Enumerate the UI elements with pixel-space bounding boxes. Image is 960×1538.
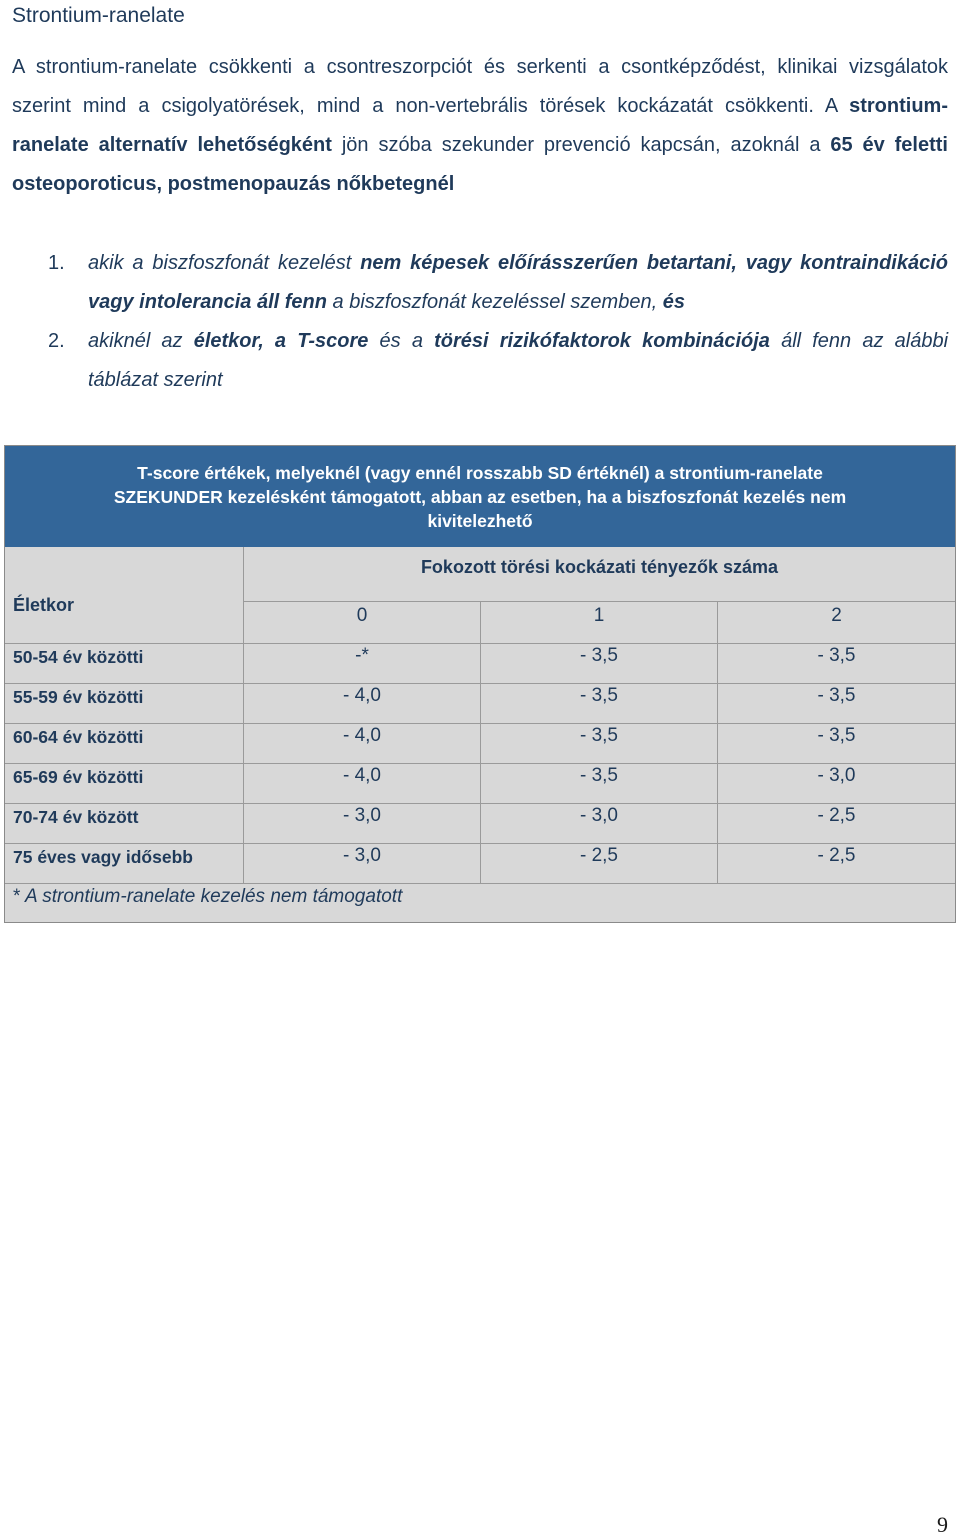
table-cell: - 4,0 (342, 685, 382, 706)
risk-column-0: 0 (356, 605, 368, 626)
table-footnote (13, 886, 402, 908)
table-cell: - 2,5 (817, 805, 856, 826)
criterion-number: 1. (48, 252, 65, 274)
tscore-table (4, 445, 956, 923)
criterion-text-part: akiknél az (88, 330, 194, 352)
table-cell: - 2,5 (579, 845, 619, 866)
table-cell: - 3,0 (579, 805, 619, 826)
table-cell: - 3,5 (579, 685, 619, 706)
footnote-star: * (13, 886, 21, 907)
intro-text-2: jön szóba szekunder prevenció kapcsán, azoknál a (331, 134, 831, 156)
risk-factor-title: Fokozott törési kockázati tényezők száma (420, 557, 779, 577)
table-row-age: 60-64 év közötti (13, 727, 144, 747)
page-number: 9 (937, 1512, 948, 1537)
criterion-1 (48, 244, 948, 322)
table-cell: - 4,0 (342, 765, 382, 786)
table-row-age: 50-54 év közötti (13, 647, 144, 667)
row-divider (5, 883, 955, 884)
table-cell: - 4,0 (342, 725, 382, 746)
table-cell: - 2,5 (817, 845, 856, 866)
intro-bold-2: 65 év feletti osteoporoticus, postmenopauzás nőkbetegnél (12, 134, 948, 195)
table-cell: - 3,0 (342, 805, 382, 826)
table-cell: - 3,5 (579, 645, 619, 666)
criterion-text-part: a biszfoszfonát kezeléssel szemben, (326, 291, 663, 313)
table-cell: - 3,0 (342, 845, 382, 866)
table-row-age: 75 éves vagy idősebb (13, 847, 193, 867)
table-cell: - 3,0 (817, 765, 856, 786)
table-cell: - 3,5 (579, 725, 619, 746)
table-row-age: 70-74 év között (13, 807, 139, 827)
section-heading: Strontium-ranelate (12, 4, 185, 27)
criterion-text (88, 322, 948, 400)
risk-column-1: 1 (593, 605, 605, 626)
table-cell: - 3,5 (579, 765, 619, 786)
criterion-2 (48, 322, 948, 400)
table-row-age: 65-69 év közötti (13, 767, 144, 787)
criterion-text-part: áll fenn az alábbi táblázat szerint (88, 330, 949, 391)
age-column-label: Életkor (13, 595, 75, 615)
table-cell: - 3,5 (817, 685, 856, 706)
criterion-text-part: akik a biszfoszfonát kezelést (88, 252, 361, 274)
table-cell: - 3,5 (817, 725, 856, 746)
criterion-bold-part: nem képesek előírásszerűen betartani, vagy kontraindikáció vagy intolerancia áll fenn (88, 252, 948, 313)
criterion-number: 2. (48, 330, 65, 352)
criterion-text-part: és a (368, 330, 435, 352)
table-header-line: kivitelezhető (427, 511, 533, 531)
footnote-text: A strontium-ranelate kezelés nem támogatott (20, 886, 403, 907)
criterion-text (88, 244, 948, 322)
intro-paragraph (12, 48, 948, 204)
intro-bold-1: strontium-ranelate alternatív lehetőségként (12, 95, 948, 156)
criterion-bold-part: és (662, 291, 685, 313)
table-row-age: 55-59 év közötti (13, 687, 144, 707)
table-header-line: T-score értékek, melyeknél (vagy ennél rosszabb SD értéknél) a strontium-ranelate (137, 463, 823, 483)
criterion-bold-part: törési rizikófaktorok kombinációja (434, 330, 770, 352)
risk-column-2: 2 (831, 605, 842, 626)
table-cell: -* (355, 645, 369, 666)
row-divider (243, 601, 955, 602)
table-header-banner (5, 446, 955, 547)
intro-text-1: A strontium-ranelate csökkenti a csontreszorpciót és serkenti a csontképződést, klinikai vizsgálatok szerint mind a csigolyatörések, mind a non-vertebrális törések kockázatát csökkenti. A (12, 56, 948, 117)
criterion-bold-part: életkor, a T-score (193, 330, 369, 352)
table-cell: - 3,5 (817, 645, 856, 666)
table-header-line: SZEKUNDER kezelésként támogatott, abban az esetben, ha a biszfoszfonát kezelés nem (113, 487, 847, 507)
